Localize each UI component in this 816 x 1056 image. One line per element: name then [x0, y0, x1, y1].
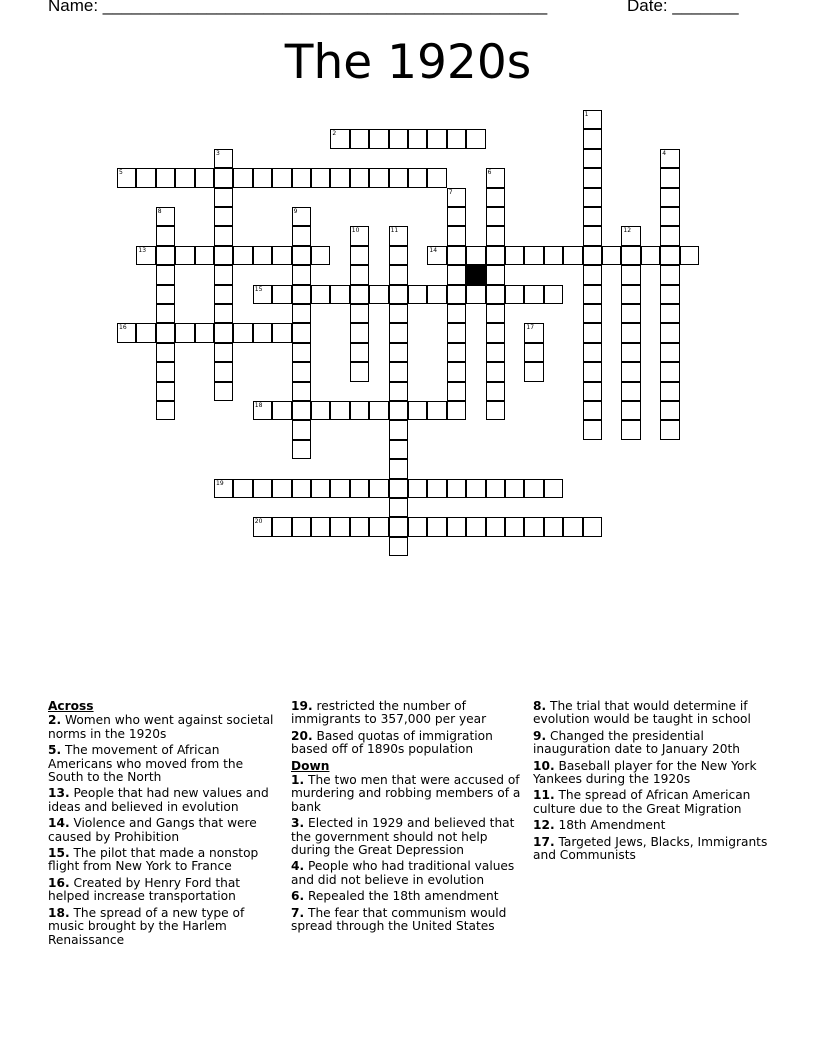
grid-cell[interactable]	[602, 246, 621, 265]
grid-cell[interactable]	[524, 246, 543, 265]
grid-cell[interactable]	[292, 285, 311, 304]
grid-cell[interactable]	[583, 382, 602, 401]
grid-cell[interactable]	[214, 149, 233, 168]
grid-cell[interactable]	[214, 479, 233, 498]
grid-cell[interactable]	[330, 168, 349, 187]
grid-cell[interactable]	[486, 382, 505, 401]
grid-cell[interactable]	[621, 323, 640, 342]
grid-cell[interactable]	[621, 265, 640, 284]
grid-cell[interactable]	[214, 323, 233, 342]
grid-cell[interactable]	[544, 285, 563, 304]
grid-cell[interactable]	[253, 479, 272, 498]
grid-cell[interactable]	[389, 479, 408, 498]
black-square	[466, 265, 485, 284]
clue-column-2	[291, 700, 523, 937]
grid-cell[interactable]	[156, 246, 175, 265]
grid-cell[interactable]	[583, 207, 602, 226]
grid-cell[interactable]	[486, 401, 505, 420]
grid-cell[interactable]	[621, 362, 640, 381]
grid-cell[interactable]	[466, 517, 485, 536]
down-clue: 8. The trial that would determine if evolution would be taught in school	[533, 699, 751, 727]
grid-cell[interactable]	[524, 517, 543, 536]
grid-cell[interactable]	[156, 382, 175, 401]
grid-cell[interactable]	[117, 323, 136, 342]
grid-cell[interactable]	[369, 129, 388, 148]
grid-cell[interactable]	[583, 110, 602, 129]
grid-cell[interactable]	[330, 479, 349, 498]
grid-cell[interactable]	[447, 207, 466, 226]
grid-cell[interactable]	[660, 207, 679, 226]
grid-cell[interactable]	[253, 168, 272, 187]
down-clue: 17. Targeted Jews, Blacks, Immigrants and Communists	[533, 834, 768, 863]
name-field[interactable]: Name: _______________________________________________	[48, 0, 548, 15]
grid-cell[interactable]	[427, 517, 446, 536]
grid-cell[interactable]	[583, 188, 602, 207]
grid-cell[interactable]	[660, 401, 679, 420]
clue-number: 8	[157, 208, 162, 215]
grid-cell[interactable]	[621, 420, 640, 439]
grid-cell[interactable]	[175, 246, 194, 265]
grid-cell[interactable]	[389, 246, 408, 265]
grid-cell[interactable]	[427, 401, 446, 420]
grid-cell[interactable]	[427, 246, 446, 265]
grid-cell[interactable]	[447, 304, 466, 323]
grid-cell[interactable]	[544, 246, 563, 265]
grid-cell[interactable]	[272, 246, 291, 265]
grid-cell[interactable]	[486, 207, 505, 226]
grid-cell[interactable]	[175, 168, 194, 187]
grid-cell[interactable]	[389, 420, 408, 439]
across-heading: Across	[48, 699, 94, 713]
grid-cell[interactable]	[156, 401, 175, 420]
grid-cell[interactable]	[195, 323, 214, 342]
grid-cell[interactable]	[408, 129, 427, 148]
grid-cell[interactable]	[660, 226, 679, 245]
clue-column-1	[48, 700, 280, 950]
grid-cell[interactable]	[350, 129, 369, 148]
across-clue: 20. Based quotas of immigration based off of 1890s population	[291, 728, 493, 757]
grid-cell[interactable]	[447, 479, 466, 498]
clue-number: 10	[351, 227, 360, 235]
grid-cell[interactable]	[447, 362, 466, 381]
grid-cell[interactable]	[641, 246, 660, 265]
grid-cell[interactable]	[311, 479, 330, 498]
clue-number: 2	[332, 130, 337, 138]
grid-cell[interactable]	[427, 479, 446, 498]
grid-cell[interactable]	[330, 401, 349, 420]
down-clue: 11. The spread of African American culture due to the Great Migration	[533, 788, 751, 816]
grid-cell[interactable]	[350, 362, 369, 381]
grid-cell[interactable]	[680, 246, 699, 265]
grid-cell[interactable]	[369, 168, 388, 187]
grid-cell[interactable]	[447, 285, 466, 304]
grid-cell[interactable]	[583, 517, 602, 536]
grid-cell[interactable]	[427, 285, 446, 304]
grid-cell[interactable]	[524, 362, 543, 381]
grid-cell[interactable]	[156, 362, 175, 381]
clue-number: 19	[216, 479, 224, 487]
grid-cell[interactable]	[486, 285, 505, 304]
grid-cell[interactable]	[427, 129, 446, 148]
grid-cell[interactable]	[272, 323, 291, 342]
grid-cell[interactable]	[447, 343, 466, 362]
grid-cell[interactable]	[389, 343, 408, 362]
grid-cell[interactable]	[292, 382, 311, 401]
clue-number: 11	[390, 227, 399, 235]
grid-cell[interactable]	[330, 129, 349, 148]
grid-cell[interactable]	[447, 246, 466, 265]
grid-cell[interactable]	[389, 265, 408, 284]
grid-cell[interactable]	[292, 479, 311, 498]
grid-cell[interactable]	[136, 323, 155, 342]
grid-cell[interactable]	[175, 323, 194, 342]
grid-cell[interactable]	[292, 343, 311, 362]
clue-column-3	[533, 700, 769, 865]
grid-cell[interactable]	[253, 323, 272, 342]
grid-cell[interactable]	[350, 343, 369, 362]
grid-cell[interactable]	[330, 517, 349, 536]
grid-cell[interactable]	[447, 401, 466, 420]
date-field[interactable]: Date: _______	[627, 0, 739, 15]
grid-cell[interactable]	[369, 401, 388, 420]
grid-cell[interactable]	[311, 285, 330, 304]
grid-cell[interactable]	[156, 207, 175, 226]
grid-cell[interactable]	[466, 129, 485, 148]
grid-cell[interactable]	[272, 401, 291, 420]
grid-cell[interactable]	[369, 285, 388, 304]
down-clue: 10. Baseball player for the New York Yankees during the 1920s	[533, 758, 757, 787]
down-heading: Down	[291, 758, 330, 773]
grid-cell[interactable]	[486, 226, 505, 245]
grid-cell[interactable]	[505, 517, 524, 536]
clue-number: 14	[429, 246, 438, 254]
clue-number: 20	[254, 518, 263, 526]
grid-cell[interactable]	[583, 149, 602, 168]
grid-cell[interactable]	[214, 382, 233, 401]
grid-cell[interactable]	[544, 517, 563, 536]
grid-cell[interactable]	[660, 362, 679, 381]
grid-cell[interactable]	[195, 168, 214, 187]
grid-cell[interactable]	[214, 362, 233, 381]
grid-cell[interactable]	[486, 265, 505, 284]
grid-cell[interactable]	[408, 168, 427, 187]
grid-cell[interactable]	[214, 304, 233, 323]
grid-cell[interactable]	[466, 246, 485, 265]
grid-cell[interactable]	[389, 323, 408, 342]
across-clue: 16. Created by Henry Ford that helped increase transportation	[48, 875, 241, 904]
across-clue: 13. People that had new values and ideas and believed in evolution	[48, 786, 269, 814]
grid-cell[interactable]	[156, 265, 175, 284]
down-clue: 4. People who had traditional values and did not believe in evolution	[291, 859, 515, 887]
grid-cell[interactable]	[389, 285, 408, 304]
grid-cell[interactable]	[621, 246, 640, 265]
grid-cell[interactable]	[583, 129, 602, 148]
grid-cell[interactable]	[389, 537, 408, 556]
grid-cell[interactable]	[583, 343, 602, 362]
grid-cell[interactable]	[389, 517, 408, 536]
grid-cell[interactable]	[292, 362, 311, 381]
grid-cell[interactable]	[292, 226, 311, 245]
grid-cell[interactable]	[389, 168, 408, 187]
grid-cell[interactable]	[524, 323, 543, 342]
grid-cell[interactable]	[233, 323, 252, 342]
grid-cell[interactable]	[486, 188, 505, 207]
grid-cell[interactable]	[292, 304, 311, 323]
grid-cell[interactable]	[156, 226, 175, 245]
grid-cell[interactable]	[214, 207, 233, 226]
grid-cell[interactable]	[486, 343, 505, 362]
grid-cell[interactable]	[253, 517, 272, 536]
grid-cell[interactable]	[233, 246, 252, 265]
down-clue: 1. The two men that were accused of murdering and robbing members of a bank	[291, 773, 521, 814]
grid-cell[interactable]	[583, 246, 602, 265]
grid-cell[interactable]	[253, 246, 272, 265]
grid-cell[interactable]	[621, 401, 640, 420]
grid-cell[interactable]	[447, 188, 466, 207]
grid-cell[interactable]	[156, 323, 175, 342]
grid-cell[interactable]	[292, 207, 311, 226]
grid-cell[interactable]	[524, 479, 543, 498]
grid-cell[interactable]	[292, 168, 311, 187]
clue-number: 12	[623, 227, 632, 235]
grid-cell[interactable]	[350, 304, 369, 323]
grid-cell[interactable]	[253, 401, 272, 420]
grid-cell[interactable]	[389, 304, 408, 323]
grid-cell[interactable]	[427, 168, 446, 187]
grid-cell[interactable]	[486, 304, 505, 323]
grid-cell[interactable]	[292, 265, 311, 284]
grid-cell[interactable]	[583, 265, 602, 284]
grid-cell[interactable]	[292, 323, 311, 342]
grid-cell[interactable]	[660, 168, 679, 187]
grid-cell[interactable]	[524, 343, 543, 362]
grid-cell[interactable]	[350, 323, 369, 342]
grid-cell[interactable]	[447, 323, 466, 342]
grid-cell[interactable]	[660, 382, 679, 401]
grid-cell[interactable]	[621, 304, 640, 323]
grid-cell[interactable]	[292, 246, 311, 265]
grid-cell[interactable]	[292, 420, 311, 439]
grid-cell[interactable]	[466, 285, 485, 304]
grid-cell[interactable]	[583, 362, 602, 381]
clue-number: 17	[526, 324, 535, 332]
grid-cell[interactable]	[505, 479, 524, 498]
clue-number: 9	[293, 208, 298, 215]
across-clue: 2. Women who went against societal norms in the 1920s	[48, 713, 274, 741]
grid-cell[interactable]	[369, 517, 388, 536]
grid-cell[interactable]	[214, 168, 233, 187]
grid-cell[interactable]	[486, 246, 505, 265]
clue-number: 16	[119, 324, 127, 332]
page-title: The 1920s	[284, 35, 532, 90]
clue-number: 1	[584, 111, 589, 118]
grid-cell[interactable]	[195, 246, 214, 265]
grid-cell[interactable]	[447, 226, 466, 245]
grid-cell[interactable]	[272, 479, 291, 498]
grid-cell[interactable]	[408, 401, 427, 420]
grid-cell[interactable]	[486, 517, 505, 536]
grid-cell[interactable]	[214, 246, 233, 265]
across-clue: 19. restricted the number of immigrants to 357,000 per year	[291, 699, 487, 727]
grid-cell[interactable]	[214, 265, 233, 284]
grid-cell[interactable]	[621, 382, 640, 401]
grid-cell[interactable]	[311, 246, 330, 265]
grid-cell[interactable]	[583, 168, 602, 187]
grid-cell[interactable]	[447, 382, 466, 401]
grid-cell[interactable]	[583, 226, 602, 245]
grid-cell[interactable]	[505, 285, 524, 304]
grid-cell[interactable]	[447, 265, 466, 284]
grid-cell[interactable]	[214, 285, 233, 304]
grid-cell[interactable]	[660, 149, 679, 168]
grid-cell[interactable]	[292, 517, 311, 536]
clue-number: 18	[254, 402, 263, 409]
grid-cell[interactable]	[350, 246, 369, 265]
grid-cell[interactable]	[292, 440, 311, 459]
grid-cell[interactable]	[350, 285, 369, 304]
grid-cell[interactable]	[233, 479, 252, 498]
grid-cell[interactable]	[583, 401, 602, 420]
grid-cell[interactable]	[583, 420, 602, 439]
grid-cell[interactable]	[272, 285, 291, 304]
clue-number: 6	[487, 169, 492, 177]
grid-cell[interactable]	[660, 323, 679, 342]
grid-cell[interactable]	[660, 420, 679, 439]
grid-cell[interactable]	[583, 285, 602, 304]
grid-cell[interactable]	[389, 129, 408, 148]
grid-cell[interactable]	[389, 498, 408, 517]
down-clue: 9. Changed the presidential inauguration date to January 20th	[533, 728, 741, 757]
grid-cell[interactable]	[524, 285, 543, 304]
grid-cell[interactable]	[156, 285, 175, 304]
grid-cell[interactable]	[505, 246, 524, 265]
grid-cell[interactable]	[447, 517, 466, 536]
grid-cell[interactable]	[350, 517, 369, 536]
across-clue: 18. The spread of a new type of music brought by the Harlem Renaissance	[48, 905, 245, 947]
grid-cell[interactable]	[136, 246, 155, 265]
grid-cell[interactable]	[389, 459, 408, 478]
grid-cell[interactable]	[544, 479, 563, 498]
clue-number: 5	[119, 169, 123, 177]
grid-cell[interactable]	[389, 401, 408, 420]
grid-cell[interactable]	[350, 226, 369, 245]
grid-cell[interactable]	[272, 517, 291, 536]
grid-cell[interactable]	[350, 479, 369, 498]
grid-cell[interactable]	[156, 168, 175, 187]
grid-cell[interactable]	[408, 285, 427, 304]
grid-cell[interactable]	[466, 479, 485, 498]
across-clue: 5. The movement of African Americans who moved from the South to the North	[48, 743, 244, 785]
grid-cell[interactable]	[486, 479, 505, 498]
grid-cell[interactable]	[660, 304, 679, 323]
grid-cell[interactable]	[660, 343, 679, 362]
grid-cell[interactable]	[330, 285, 349, 304]
grid-cell[interactable]	[447, 129, 466, 148]
grid-cell[interactable]	[408, 517, 427, 536]
grid-cell[interactable]	[583, 304, 602, 323]
down-clue: 7. The fear that communism would spread through the United States	[291, 905, 507, 934]
down-clue: 12. 18th Amendment	[533, 818, 666, 833]
grid-cell[interactable]	[563, 517, 582, 536]
grid-cell[interactable]	[214, 226, 233, 245]
down-clue: 3. Elected in 1929 and believed that the government should not help during the Great Depression	[291, 816, 515, 858]
grid-cell[interactable]	[350, 168, 369, 187]
grid-cell[interactable]	[563, 246, 582, 265]
clue-number: 3	[216, 149, 220, 157]
grid-cell[interactable]	[156, 343, 175, 362]
grid-cell[interactable]	[621, 285, 640, 304]
grid-cell[interactable]	[660, 188, 679, 207]
grid-cell[interactable]	[272, 168, 291, 187]
down-clue: 6. Repealed the 18th amendment	[291, 889, 499, 904]
grid-cell[interactable]	[214, 343, 233, 362]
grid-cell[interactable]	[350, 401, 369, 420]
grid-cell[interactable]	[389, 440, 408, 459]
grid-cell[interactable]	[214, 188, 233, 207]
grid-cell[interactable]	[292, 401, 311, 420]
grid-cell[interactable]	[369, 479, 388, 498]
clue-number: 15	[254, 285, 263, 293]
grid-cell[interactable]	[117, 168, 136, 187]
grid-cell[interactable]	[136, 168, 155, 187]
grid-cell[interactable]	[583, 323, 602, 342]
grid-cell[interactable]	[233, 168, 252, 187]
clue-number: 13	[138, 246, 147, 254]
grid-cell[interactable]	[408, 479, 427, 498]
grid-cell[interactable]	[389, 382, 408, 401]
grid-cell[interactable]	[660, 246, 679, 265]
clue-number: 7	[448, 188, 453, 196]
grid-cell[interactable]	[660, 265, 679, 284]
grid-cell[interactable]	[311, 168, 330, 187]
grid-cell[interactable]	[311, 401, 330, 420]
grid-cell[interactable]	[486, 168, 505, 187]
grid-cell[interactable]	[486, 323, 505, 342]
grid-cell[interactable]	[389, 362, 408, 381]
grid-cell[interactable]	[311, 517, 330, 536]
grid-cell[interactable]	[253, 285, 272, 304]
grid-cell[interactable]	[660, 285, 679, 304]
grid-cell[interactable]	[621, 226, 640, 245]
across-clue: 15. The pilot that made a nonstop flight from New York to France	[48, 846, 259, 874]
grid-cell[interactable]	[389, 226, 408, 245]
grid-cell[interactable]	[156, 304, 175, 323]
across-clue: 14. Violence and Gangs that were caused by Prohibition	[48, 816, 257, 844]
clue-number: 4	[662, 149, 667, 157]
grid-cell[interactable]	[621, 343, 640, 362]
grid-cell[interactable]	[350, 265, 369, 284]
grid-cell[interactable]	[486, 362, 505, 381]
